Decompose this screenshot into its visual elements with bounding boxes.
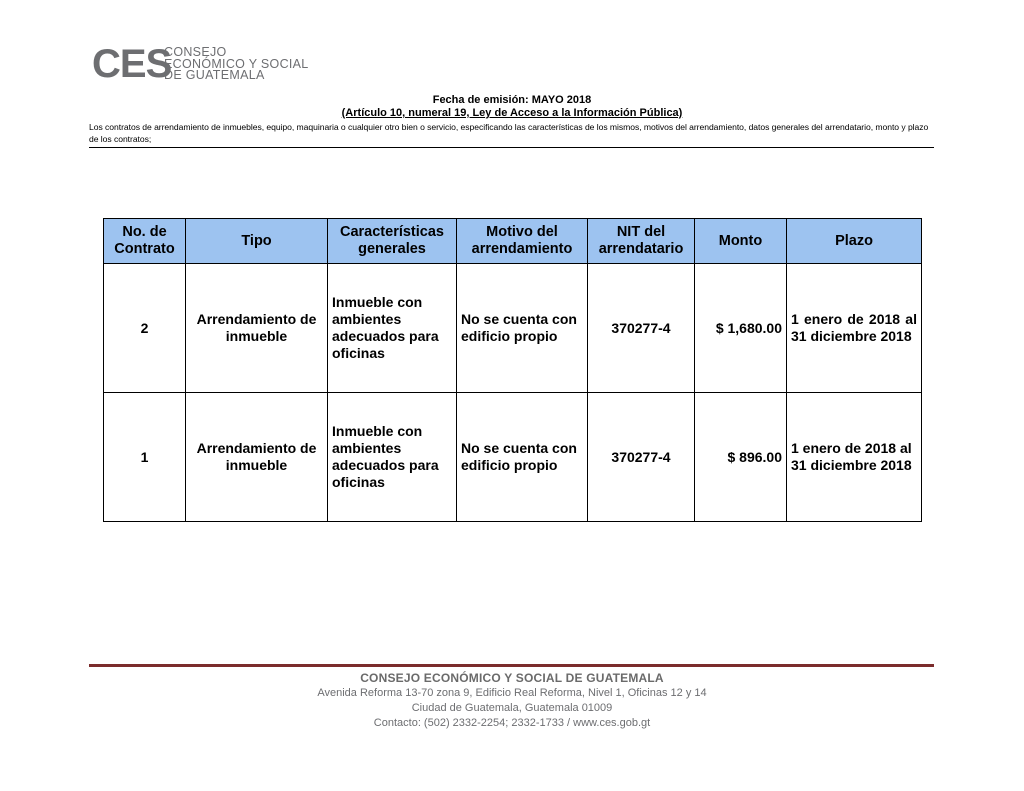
header-nit: NIT del arrendatario (588, 219, 695, 264)
header-caracteristicas: Características generales (328, 219, 457, 264)
cell-monto: $ 896.00 (695, 393, 787, 522)
footer-divider (89, 664, 934, 667)
footer-contact: Contacto: (502) 2332-2254; 2332-1733 / www.ces.gob.gt (373, 717, 651, 729)
logo-line: ECONÓMICO Y SOCIAL (164, 56, 309, 71)
cell-caracteristicas: Inmueble con ambientes adecuados para oficinas (328, 393, 457, 522)
cell-nit: 370277-4 (588, 393, 695, 522)
cell-plazo: 1 enero de 2018 al 31 diciembre 2018 (787, 264, 922, 393)
table-row (104, 264, 922, 393)
cell-numero: 2 (104, 264, 186, 393)
header-plazo: Plazo (787, 219, 922, 264)
header-numero: No. de Contrato (104, 219, 186, 264)
cell-caracteristicas: Inmueble con ambientes adecuados para oficinas (328, 264, 457, 393)
logo-line: DE GUATEMALA (164, 68, 265, 82)
logo-line: CONSEJO (164, 45, 227, 59)
cell-nit: 370277-4 (588, 264, 695, 393)
footer-city: Ciudad de Guatemala, Guatemala 01009 (411, 702, 613, 714)
contracts-table (103, 218, 922, 522)
intro-text: Los contratos de arrendamiento de inmuebles, equipo, maquinaria o cualquier otro bien o servicio, especificando las características de los mismos, motivos del arrendamiento, datos generales del arrendatario, monto y plazo de los contratos; (89, 122, 929, 144)
logo-org-name (164, 47, 364, 82)
footer-address: Avenida Reforma 13-70 zona 9, Edificio Real Reforma, Nivel 1, Oficinas 12 y 14 (317, 687, 707, 699)
footer-org-name: CONSEJO ECONÓMICO Y SOCIAL DE GUATEMALA (360, 671, 664, 685)
issue-date: Fecha de emisión: MAYO 2018 (432, 94, 592, 106)
table-row (104, 393, 922, 522)
cell-motivo: No se cuenta con edificio propio (457, 264, 588, 393)
header-tipo: Tipo (186, 219, 328, 264)
cell-numero: 1 (104, 393, 186, 522)
table-header-row (104, 219, 922, 264)
cell-monto: $ 1,680.00 (695, 264, 787, 393)
cell-tipo: Arrendamiento de inmueble (186, 264, 328, 393)
cell-motivo: No se cuenta con edificio propio (457, 393, 588, 522)
header-monto: Monto (695, 219, 787, 264)
logo-acronym: CES (92, 42, 172, 86)
intro-divider (89, 147, 934, 148)
header-motivo: Motivo del arrendamiento (457, 219, 588, 264)
cell-tipo: Arrendamiento de inmueble (186, 393, 328, 522)
legal-article: (Artículo 10, numeral 19, Ley de Acceso a la Información Pública) (341, 107, 683, 119)
cell-plazo: 1 enero de 2018 al 31 diciembre 2018 (787, 393, 922, 522)
